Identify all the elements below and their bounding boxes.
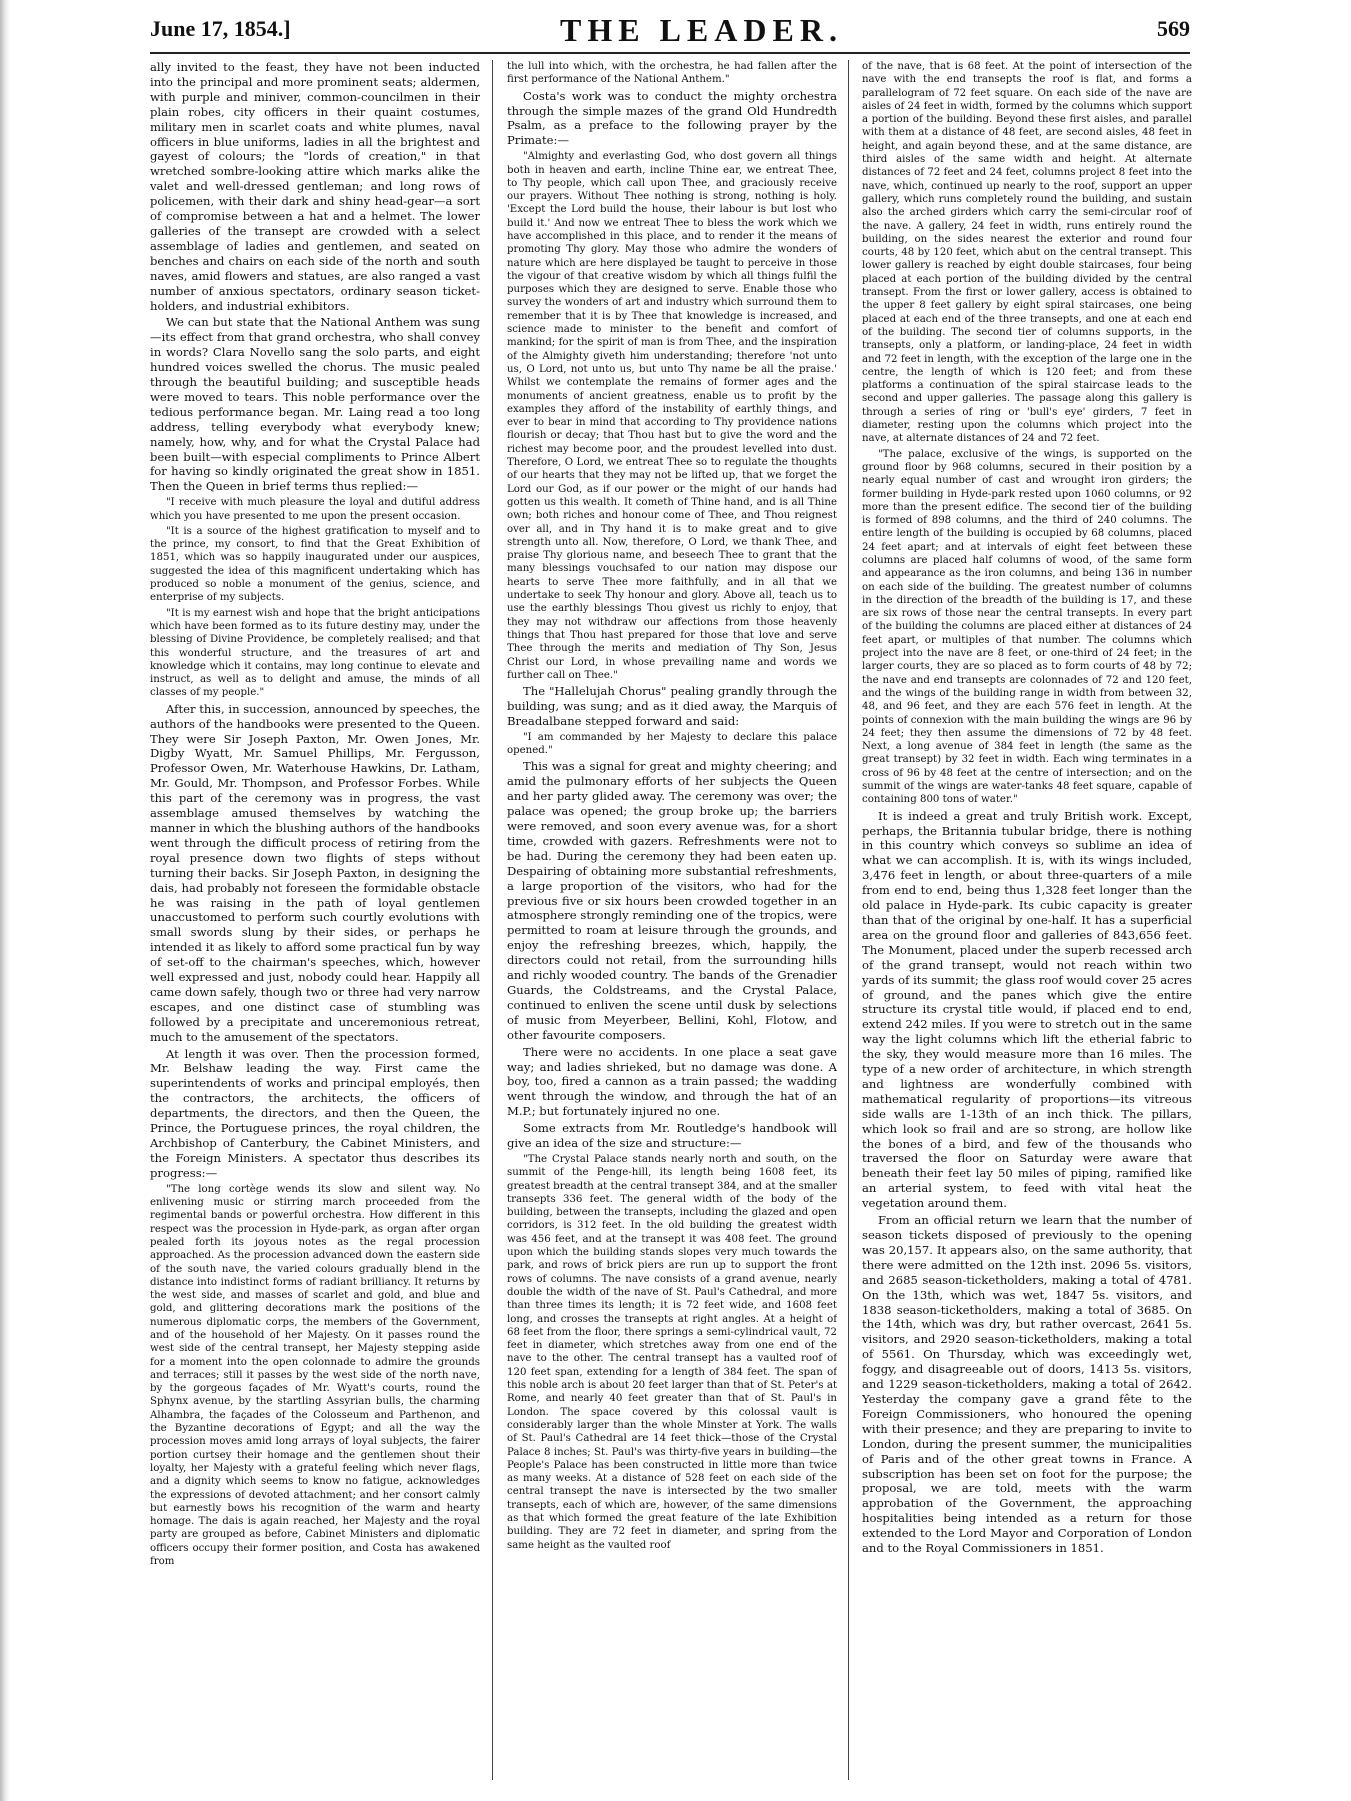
article-paragraph: Some extracts from Mr. Routledge's handbook will give an idea of the size and structure:—: [507, 1121, 837, 1151]
article-paragraph: It is indeed a great and truly British work. Except, perhaps, the Britannia tubular bridge, there is nothing in this country which conveys so sublime an idea of what we can accomplish. It is, with its wings included, 3,476 feet in length, or about three-quarters of a mile from end to end, being thus 1,328 feet longer than the old palace in Hyde-park. Its cubic capacity is greater than that of the original by one-half. It has a superficial area on the ground floor and galleries of 843,656 feet. The Monument, placed under the superb recessed arch of the grand transept, would not reach within two yards of its summit; the glass roof would cover 25 acres of ground, and the panes which give the entire structure its crystal title would, if placed end to end, extend 242 miles. If you were to stretch out in the same way the light columns which lift the etherial fabric to the sky, they would measure more than 16 miles. The type of a new order of architecture, in which strength and lightness are wonderfully combined with mathematical regularity of proportions—its vitreous side walls are 1-13th of an inch thick. The pillars, which look so frail and are so strong, are hollow like the bones of a bird, and few of the thousands who traversed the floor on Saturday were aware that beneath their feet lay 50 miles of piping, ramified like an arterial system, to feed with vital heat the vegetation around them.: [862, 808, 1192, 1211]
article-paragraph: ally invited to the feast, they have not been inducted into the principal and more prominent seats; aldermen, with purple and miniver, common-councilmen in their plain robes, city officers in their quaint costumes, military men in scarlet coats and white plumes, naval officers in blue uniforms, ladies in all the brightest and gayest of colours; the "lords of creation," in that wretched sombre-looking attire which marks alike the valet and well-dressed gentleman; and long rows of policemen, with their dark and shiny head-gear—a sort of compromise between a hat and a helmet. The lower galleries of the transept are crowded with a select assemblage of ladies and gentlemen, and seated on benches and chairs on each side of the north and south naves, amid flowers and statues, are also ranged a vast number of anxious spectators, ordinary season ticket-holders, and industrial exhibitors.: [150, 60, 480, 313]
masthead-title: THE LEADER.: [560, 12, 843, 48]
article-paragraph: "Almighty and everlasting God, who dost govern all things both in heaven and earth, incline Thine ear, we entreat Thee, to Thy people, which call upon Thee, and graciously receive our prayers. Without Thee nothing is strong, nothing is holy. 'Except the Lord build the house, their labour is but lost who build it.' And now we entreat Thee to bless the work which we have accomplished in this place, and to render it the means of promoting Thy glory. May those who admire the wonders of nature which are here displayed be taught to perceive in those the vigour of that creative wisdom by which all things fulfil the purposes which they are designed to serve. Enable those who survey the wonders of art and industry which surround them to remember that it is by Thee that knowledge is increased, and science made to minister to the benefit and comfort of mankind; for the spirit of man is from Thee, and the inspiration of the Almighty giveth him understanding; therefore 'not unto us, O Lord, not unto us, but unto Thy name be all the praise.' Whilst we contemplate the remains of former ages and the monuments of ancient greatness, enable us to profit by the examples they afford of the instability of earthly things, and ever to bear in mind that according to Thy providence nations flourish or decay; that Thou hast but to give the word and the richest may become poor, and the proudest levelled into dust. Therefore, O Lord, we entreat Thee so to regulate the thoughts of our hearts that they may not be lifted up, that we forget the Lord our God, as if our power or the might of our hands had gotten us this wealth. It cometh of Thine hand, and is all Thine own; both riches and honour come of Thee, and Thou reignest over all, and in Thy hand it is to make great and to give strength unto all. Now, therefore, O Lord, we thank Thee, and praise Thy glorious name, and beseech Thee to grant that the many blessings vouchsafed to our nation may dispose our hearts to serve Thee more faithfully, and in all that we undertake to seek Thy honour and glory. Above all, teach us to use the earthly blessings Thou givest us richly to enjoy, that they may not withdraw our affections from those heavenly things that Thou hast prepared for those that love and serve Thee through the merits and mediation of Thy Son, Jesus Christ our Lord, in whose prevailing name and words we further call on Thee.": [507, 151, 837, 681]
column-divider: [848, 60, 849, 1780]
column-divider: [492, 60, 493, 1780]
issue-date: June 17, 1854.]: [150, 16, 291, 41]
page-header: [150, 10, 1190, 50]
article-paragraph: From an official return we learn that the number of season tickets disposed of previously to the opening was 20,157. It appears also, on the same authority, that there were admitted on the 12th inst. 2096 5s. visitors, and 2685 season-ticketholders, making a total of 4781. On the 13th, which was wet, 1847 5s. visitors, and 1838 season-ticketholders, making a total of 3685. On the 14th, which was dry, but rather overcast, 2641 5s. visitors, and 2920 season-ticketholders, making a total of 5561. On Thursday, which was exceedingly wet, foggy, and disagreeable out of doors, 1413 5s. visitors, and 1229 season-ticketholders, making a total of 2642. Yesterday the company gave a grand fête to the Foreign Commissioners, who honoured the opening with their presence; and they are preparing to invite to London, during the present summer, the municipalities of Paris and of the other great towns in France. A subscription has been set on foot for the purpose; the proposal, we are told, meets with the warm approbation of the Government, the approaching hospitalities being intended as a return for those extended to the Lord Mayor and Corporation of London and to the Royal Commissioners in 1851.: [862, 1213, 1192, 1556]
article-paragraph: We can but state that the National Anthem was sung—its effect from that grand orchestra, who shall convey in words? Clara Novello sang the solo parts, and eight hundred voices swelled the chorus. The music pealed through the beautiful building; and susceptible heads were moved to tears. This noble performance over the tedious performance began. Mr. Laing read a too long address, telling everybody what everybody knew; namely, how, why, and for what the Crystal Palace had been built—with especial compliments to Prince Albert for having so kindly originated the great show in 1851. Then the Queen in brief terms thus replied:—: [150, 315, 480, 494]
article-paragraph: This was a signal for great and mighty cheering; and amid the pulmonary efforts of her subjects the Queen and her party glided away. The ceremony was over; the palace was opened; the group broke up; the barriers were removed, and soon every avenue was, for a short time, crowded with gazers. Refreshments were not to be had. During the ceremony they had been eaten up. Despairing of obtaining more substantial refreshments, a large proportion of the visitors, who had for the previous five or six hours been crowded together in an atmosphere strongly reminding one of the tropics, were permitted to roam at leisure through the grounds, and enjoy the refreshing breezes, which, happily, the directors could not retail, from the surrounding hills and richly wooded country. The bands of the Grenadier Guards, the Coldstreams, and the Crystal Palace, continued to enliven the scene until dusk by selections of music from Meyerbeer, Bellini, Kohl, Flotow, and other favourite composers.: [507, 759, 837, 1042]
article-paragraph: The "Hallelujah Chorus" pealing grandly through the building, was sung; and as it died away, the Marquis of Breadalbane stepped forward and said:: [507, 684, 837, 728]
column-3: [862, 60, 1192, 1780]
article-paragraph: "It is my earnest wish and hope that the bright anticipations which have been formed as to its future destiny may, under the blessing of Divine Providence, be completely realised; and that this wonderful structure, and the treasures of art and knowledge which it contains, may long continue to elevate and instruct, as well as to delight and amuse, the minds of all classes of my people.": [150, 607, 480, 699]
article-paragraph: "I receive with much pleasure the loyal and dutiful address which you have presented to me upon the present occasion.: [150, 497, 480, 522]
article-paragraph: At length it was over. Then the procession formed, Mr. Belshaw leading the way. First came the superintendents of works and principal employés, then the contractors, the architects, the officers of departments, the directors, and then the Queen, the Prince, the Portuguese princes, the royal children, the Archbishop of Canterbury, the Cabinet Ministers, and the Foreign Ministers. A spectator thus describes its progress:—: [150, 1046, 480, 1180]
article-paragraph: "It is a source of the highest gratification to myself and to the prince, my consort, to find that the Great Exhibition of 1851, which was so happily inaugurated under our auspices, suggested the idea of this magnificent undertaking which has produced so noble a monument of the genius, science, and enterprise of my subjects.: [150, 525, 480, 604]
article-paragraph: of the nave, that is 68 feet. At the point of intersection of the nave with the end transepts the roof is flat, and forms a parallelogram of 72 feet square. On each side of the nave are aisles of 24 feet in width, formed by the columns which support a portion of the building. Beyond these first aisles, and parallel with them at a distance of 48 feet, are second aisles, 48 feet in height, and again beyond these, and at the same distance, are third aisles of the same width and height. At alternate distances of 72 feet and 24 feet, columns project 8 feet into the nave, which, continued up nearly to the roof, support an upper gallery, which runs completely round the building, and sustain also the arched girders which carry the semi-circular roof of the nave. A gallery, 24 feet in width, runs entirely round the building, on the sides nearest the exterior and round four courts, 48 by 120 feet, which abut on the central transept. This lower gallery is reached by eight double staircases, four being placed at each portion of the building divided by the central transept. From the first or lower gallery, access is obtained to the upper 8 feet gallery by eight spiral staircases, one being placed at each end of the three transepts, and one at each end of the building. The second tier of columns supports, in the transepts, only a platform, or landing-place, 24 feet in width and 72 feet in length, with the exception of the large one in the centre, the length of which is 120 feet; and from these platforms a continuation of the spiral staircase leads to the second and upper galleries. The passage along this gallery is through a series of ring or 'bull's eye' girders, 7 feet in diameter, resting upon the columns which project into the nave, at alternate distances of 24 and 72 feet.: [862, 61, 1192, 445]
article-paragraph: Costa's work was to conduct the mighty orchestra through the simple mazes of the grand Old Hundredth Psalm, as a preface to the following prayer by the Primate:—: [507, 88, 837, 148]
article-paragraph: "The palace, exclusive of the wings, is supported on the ground floor by 968 columns, secured in their position by a nearly equal number of cast and wrought iron girders; the former building in Hyde-park rested upon 1060 columns, or 92 more than the present edifice. The second tier of the building is formed of 898 columns, and the third of 240 columns. The entire length of the building is occupied by 68 columns, placed 24 feet apart; and at intervals of eight feet between these columns are placed half columns of wood, of the same form and appearance as the iron columns, and being 136 in number on each side of the building. The greatest number of columns in the direction of the breadth of the building is 17, and these are six rows of those near the central transepts. In every part of the building the columns are placed either at distances of 24 feet apart, or multiples of that number. The columns which project into the nave are 8 feet, or one-third of 24 feet; in the larger courts, they are so placed as to form courts of 48 by 72; the nave and end transepts are colonnades of 72 and 120 feet, and the wings of the building range in width from between 32, 48, and 96 feet, and they are each 576 feet in length. At the points of connexion with the main building the wings are 96 by 24 feet; they then assume the dimensions of 72 by 48 feet. Next, a long avenue of 384 feet in length (the same as the great transept) by 32 feet in width. Each wing terminates in a cross of 96 by 48 feet at the centre of intersection; and on the summit of the wings are water-tanks 48 feet square, capable of containing 800 tons of water.": [862, 448, 1192, 806]
column-1: [150, 60, 480, 1780]
page-binding-edge: [0, 0, 10, 1801]
article-paragraph: "The Crystal Palace stands nearly north and south, on the summit of the Penge-hill, its length being 1608 feet, its greatest breadth at the central transept 384, and at the smaller transepts 336 feet. The general width of the body of the building, between the transepts, including the glazed and open corridors, is 312 feet. In the old building the greatest width was 456 feet, and at the transept it was 408 feet. The ground upon which the building stands slopes very much towards the park, and rows of brick piers are run up to support the front rows of columns. The nave consists of a grand avenue, nearly double the width of the nave of St. Paul's Cathedral, and more than three times its length; it is 72 feet wide, and 1608 feet long, and crosses the transepts at right angles. At a height of 68 feet from the floor, there springs a semi-cylindrical vault, 72 feet in diameter, which stretches away from one end of the nave to the other. The central transept has a vaulted roof of 120 feet span, extending for a length of 384 feet. The span of this noble arch is about 20 feet larger than that of St. Peter's at Rome, and nearly 40 feet greater than that of St. Paul's in London. The space covered by this colossal vault is considerably larger than the whole Minster at York. The walls of St. Paul's Cathedral are 14 feet thick—those of the Crystal Palace 8 inches; St. Paul's was thirty-five years in building—the People's Palace has been constructed in little more than twice as many weeks. At a distance of 528 feet on each side of the central transept the nave is intersected by the two smaller transepts, each of which are, however, of the same dimensions as that which formed the great feature of the late Exhibition building. They are 72 feet in diameter, and spring from the same height as the vaulted roof: [507, 1153, 837, 1551]
article-paragraph: "I am commanded by her Majesty to declare this palace opened.": [507, 731, 837, 757]
article-paragraph: the lull into which, with the orchestra, he had fallen after the first performance of the National Anthem.": [507, 61, 837, 86]
page-number: 569: [1157, 16, 1190, 41]
article-paragraph: After this, in succession, announced by speeches, the authors of the handbooks were presented to the Queen. They were Sir Joseph Paxton, Mr. Owen Jones, Mr. Digby Wyatt, Mr. Samuel Phillips, Mr. Fergusson, Professor Owen, Mr. Waterhouse Hawkins, Dr. Latham, Mr. Gould, Mr. Thompson, and Professor Forbes. While this part of the ceremony was in progress, the vast assemblage amused themselves by watching the manner in which the blushing authors of the handbooks went through the difficult process of retiring from the royal presence down two flights of steps without turning their backs. Sir Joseph Paxton, in designing the dais, had probably not foreseen the formidable obstacle he was raising in the path of loyal gentlemen unaccustomed to perform such courtly evolutions with small swords slung by their sides, or perhaps he intended it as likely to afford some practical fun by way of set-off to the chairman's speeches, which, however well expressed and just, nobody could hear. Happily all came down safely, though two or three had very narrow escapes, and one distinct case of stumbling was followed by a precipitate and unceremonious retreat, much to the amusement of the spectators.: [150, 701, 480, 1044]
article-paragraph: "The long cortège wends its slow and silent way. No enlivening music or stirring march proceeded from the regimental bands or powerful orchestra. How different in this respect was the procession in Hyde-park, as organ after organ pealed forth its joyous notes as the regal procession approached. As the procession advanced down the eastern side of the south nave, the varied colours gradually blend in the distance into indistinct forms of radiant brilliancy. It returns by the west side, and masses of scarlet and gold, and blue and gold, and glittering decorations mark the positions of the numerous diplomatic corps, the members of the Government, and of the household of her Majesty. On it passes round the west side of the central transept, her Majesty stepping aside for a moment into the open colonnade to admire the grounds and terraces; still it passes by the west side of the north nave, by the gorgeous façades of Mr. Wyatt's courts, round the Sphynx avenue, by the startling Assyrian bulls, the charming Alhambra, the façades of the Colosseum and Parthenon, and the Byzantine decorations of Egypt; and all the way the procession moves amid long arrays of loyal subjects, the fairer portion curtsey their homage and the gentlemen shout their loyalty, her Majesty with a grateful feeling which never flags, and a dignity which seems to know no fatigue, acknowledges the expressions of devoted attachment; and her consort calmly but earnestly bows his recognition of the warm and hearty homage. The dais is again reached, her Majesty and the royal party are grouped as before, Cabinet Ministers and diplomatic officers occupy their former position, and Costa has awakened from: [150, 1183, 480, 1568]
article-paragraph: There were no accidents. In one place a seat gave way; and ladies shrieked, but no damage was done. A boy, too, fired a cannon as a train passed; the wadding went through the window, and through the hat of an M.P.; but fortunately injured no one.: [507, 1044, 837, 1119]
column-2: [507, 60, 837, 1780]
header-rule: [150, 52, 1190, 54]
